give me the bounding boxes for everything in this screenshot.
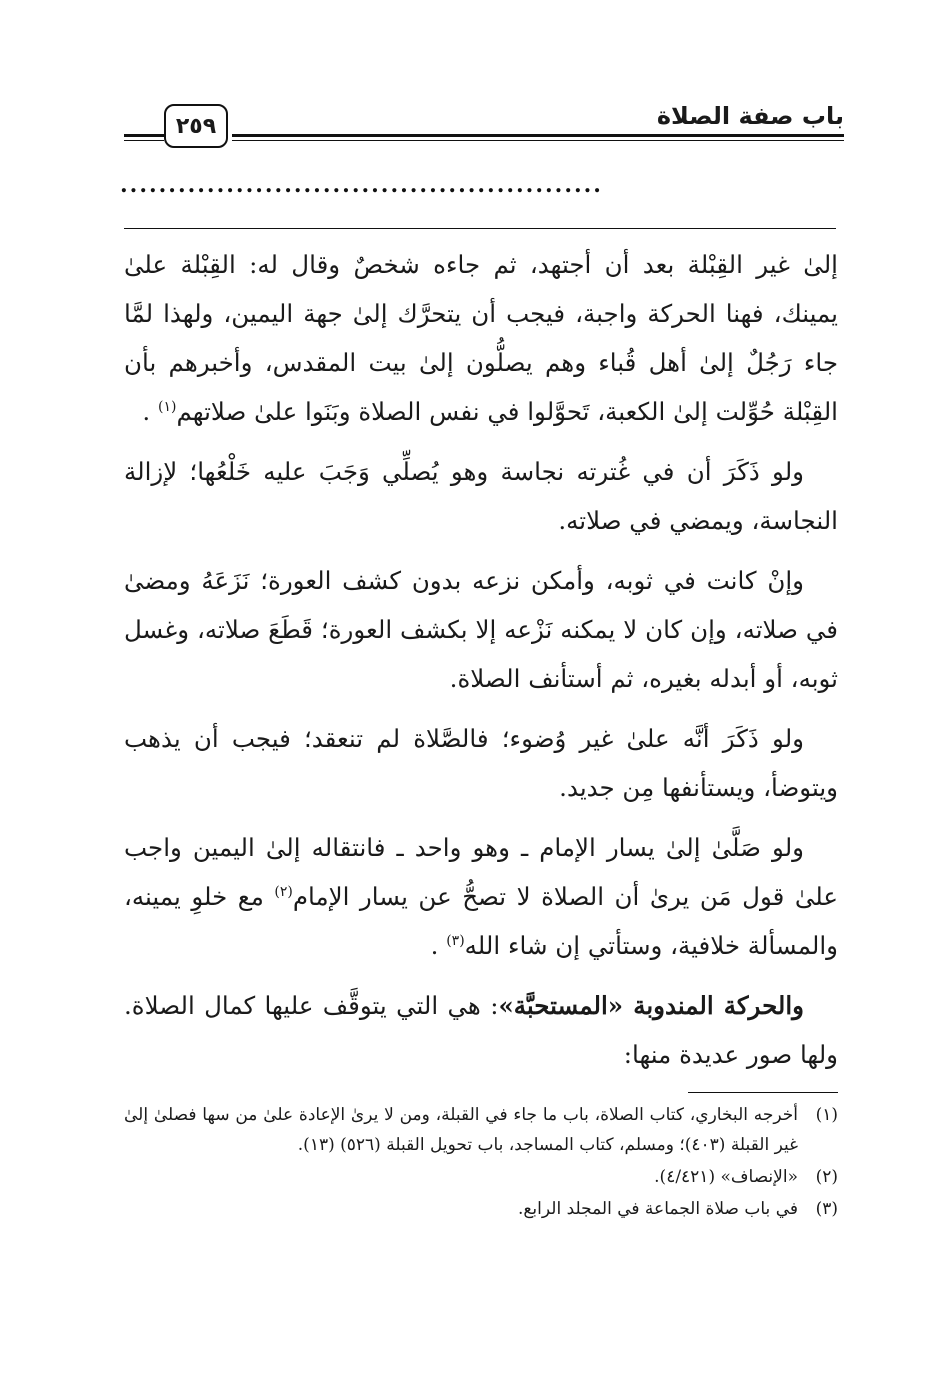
- page-header: [124, 96, 844, 156]
- header-rule-thin: [232, 140, 844, 141]
- chapter-title: باب صفة الصلاة: [656, 102, 844, 130]
- dotted-line: ..................................................: [120, 172, 603, 198]
- footnote-2-number: (٢): [815, 1167, 838, 1187]
- header-rule-thick: [232, 134, 844, 137]
- paragraph-5-end: .: [430, 931, 439, 960]
- paragraph-6-heading: والحركة المندوبة «المستحبَّة»: [498, 991, 804, 1020]
- footnote-3: [124, 1194, 838, 1224]
- footnote-2: [124, 1162, 838, 1192]
- main-text: [124, 240, 838, 1090]
- paragraph-1-text: إلىٰ غير القِبْلة بعد أن أجتهد، ثم جاءه شخصٌ وقال له: القِبْلة علىٰ يمينك، فهنا الحركة واجبة، فيجب أن يتحرَّك إلىٰ جهة اليمين، ولهذا لمَّا جاء رَجُلٌ إلىٰ أهل قُباء وهم يصلُّون إلىٰ بيت المقدس، وأخبرهم بأن القِبْلة حُوِّلت إلىٰ الكعبة، تَحوَّلوا في نفس الصلاة وبَنَوا علىٰ صلاتهم: [124, 250, 838, 426]
- footnotes: [124, 1100, 838, 1226]
- separator-rule: [124, 228, 836, 229]
- paragraph-5: [124, 823, 838, 970]
- footnote-1-number: (١): [815, 1105, 838, 1125]
- footnote-2-text: «الإنصاف» (٤/٤٢١).: [654, 1167, 798, 1187]
- footnote-ref-3[interactable]: (٣): [446, 932, 465, 949]
- footnote-ref-1[interactable]: (١): [158, 398, 177, 415]
- paragraph-5-text-b: مع خلوِ يمينه، والمسألة خلافية، وستأتي إن شاء الله: [124, 882, 838, 960]
- paragraph-6: [124, 981, 838, 1079]
- paragraph-1: [124, 240, 838, 436]
- header-rule-left-thin: [124, 140, 164, 141]
- paragraph-2: ولو ذَكَرَ أن في غُترته نجاسة وهو يُصلِّي وَجَبَ عليه خَلْعُها؛ لإزالة النجاسة، ويمضي في صلاته.: [124, 457, 838, 535]
- page-number: ٢٥٩: [164, 104, 228, 148]
- header-rule-left-thick: [124, 134, 164, 137]
- footnote-3-text: في باب صلاة الجماعة في المجلد الرابع.: [517, 1199, 798, 1219]
- footnote-1-text: أخرجه البخاري، كتاب الصلاة، باب ما جاء في القبلة، ومن لا يرىٰ الإعادة علىٰ من سها فصلىٰ إلىٰ غير القبلة (٤٠٣)؛ ومسلم، كتاب المساجد، باب تحويل القبلة (٥٢٦) (١٣).: [124, 1105, 798, 1155]
- footnote-3-number: (٣): [815, 1199, 838, 1219]
- paragraph-5-text-a: ولو صَلَّىٰ إلىٰ يسار الإمام ـ وهو واحد ـ فانتقاله إلىٰ اليمين واجب علىٰ قول مَن يرىٰ أن الصلاة لا تصحُّ عن يسار الإمام: [124, 833, 838, 911]
- footnote-ref-2[interactable]: (٢): [274, 883, 293, 900]
- paragraph-6-text: : هي التي يتوقَّف عليها كمال الصلاة. ولها صور عديدة منها:: [124, 991, 838, 1069]
- paragraph-1-end: .: [142, 397, 151, 426]
- footnote-1: [124, 1100, 838, 1160]
- footnote-rule: [688, 1092, 838, 1093]
- paragraph-4: ولو ذَكَرَ أنَّه علىٰ غير وُضوء؛ فالصَّلاة لم تنعقد؛ فيجب أن يذهب ويتوضأ، ويستأنفها مِن جديد.: [124, 724, 838, 802]
- paragraph-3: وإنْ كانت في ثوبه، وأمكن نزعه بدون كشف العورة؛ نَزَعَهُ ومضىٰ في صلاته، وإن كان لا يمكنه نَزْعه إلا بكشف العورة؛ قَطَعَ صلاته، وغسل ثوبه، أو أبدله بغيره، ثم أستأنف الصلاة.: [124, 566, 838, 693]
